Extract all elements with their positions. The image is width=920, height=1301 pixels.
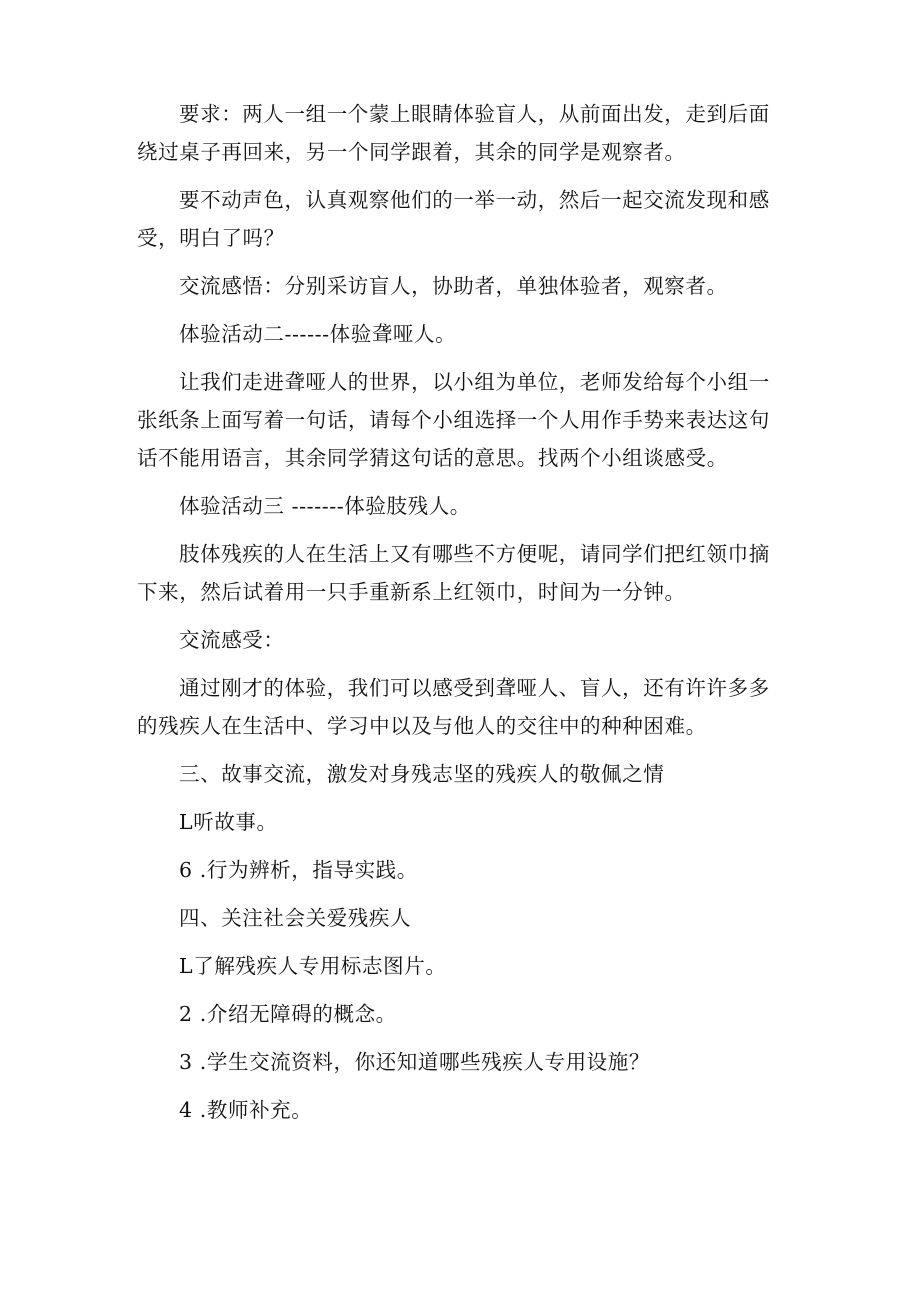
text-line: 4 .教师补充。: [179, 1098, 313, 1122]
paragraph-observe: [137, 181, 787, 257]
list-item: [137, 851, 787, 889]
section-three-heading: [137, 755, 787, 793]
text-line: 绕过桌子再回来，另一个同学跟着，其余的同学是观察者。: [137, 140, 686, 164]
text-line: 体验活动二------体验聋哑人。: [179, 322, 457, 346]
paragraph-limb-disability: [137, 535, 787, 611]
text-line: 下来，然后试着用一只手重新系上红领巾，时间为一分钟。: [137, 580, 686, 604]
text-line: 受，明白了吗？: [137, 226, 285, 250]
text-line: 要不动声色，认真观察他们的一举一动，然后一起交流发现和感: [179, 188, 770, 212]
text-line: 2 .介绍无障碍的概念。: [179, 1002, 397, 1026]
paragraph-exchange-insights: [137, 267, 787, 305]
text-line: 要求：两人一组一个蒙上眼睛体验盲人，从前面出发，走到后面: [179, 102, 770, 126]
heading-exchange-feelings: [137, 621, 787, 659]
list-item: [137, 803, 787, 841]
text-line: 6 .行为辨析，指导实践。: [179, 858, 418, 882]
text-line: 四、关注社会关爱残疾人: [179, 906, 412, 930]
heading-activity-three: [137, 487, 787, 525]
text-line: 交流感悟：分别采访盲人，协助者，单独体验者，观察者。: [179, 274, 728, 298]
text-line: L听故事。: [179, 810, 278, 834]
text-line: 让我们走进聋哑人的世界，以小组为单位，老师发给每个小组一: [179, 370, 770, 394]
text-line: 体验活动三 -------体验肢残人。: [179, 494, 471, 518]
text-line: L了解残疾人专用标志图片。: [179, 954, 447, 978]
paragraph-experience-summary: [137, 669, 787, 745]
section-four-heading: [137, 899, 787, 937]
paragraph-blind-requirement: [137, 95, 787, 171]
text-line: 3 .学生交流资料，你还知道哪些残疾人专用设施？: [179, 1050, 650, 1074]
text-line: 交流感受：: [179, 628, 285, 652]
list-item: [137, 995, 787, 1033]
text-line: 话不能用语言，其余同学猜这句话的意思。找两个小组谈感受。: [137, 446, 728, 470]
text-line: 的残疾人在生活中、学习中以及与他人的交往中的种种困难。: [137, 714, 707, 738]
list-item: [137, 947, 787, 985]
text-line: 通过刚才的体验，我们可以感受到聋哑人、盲人，还有许许多多: [179, 676, 770, 700]
heading-activity-two: [137, 315, 787, 353]
text-line: 张纸条上面写着一句话，请每个小组选择一个人用作手势来表达这句: [137, 408, 770, 432]
paragraph-deaf-mute-world: [137, 363, 787, 477]
list-item: [137, 1043, 787, 1081]
text-line: 三、故事交流，激发对身残志坚的残疾人的敬佩之情: [179, 762, 665, 786]
document-body: [137, 95, 787, 1129]
list-item: [137, 1091, 787, 1129]
text-line: 肢体残疾的人在生活上又有哪些不方便呢，请同学们把红领巾摘: [179, 542, 770, 566]
